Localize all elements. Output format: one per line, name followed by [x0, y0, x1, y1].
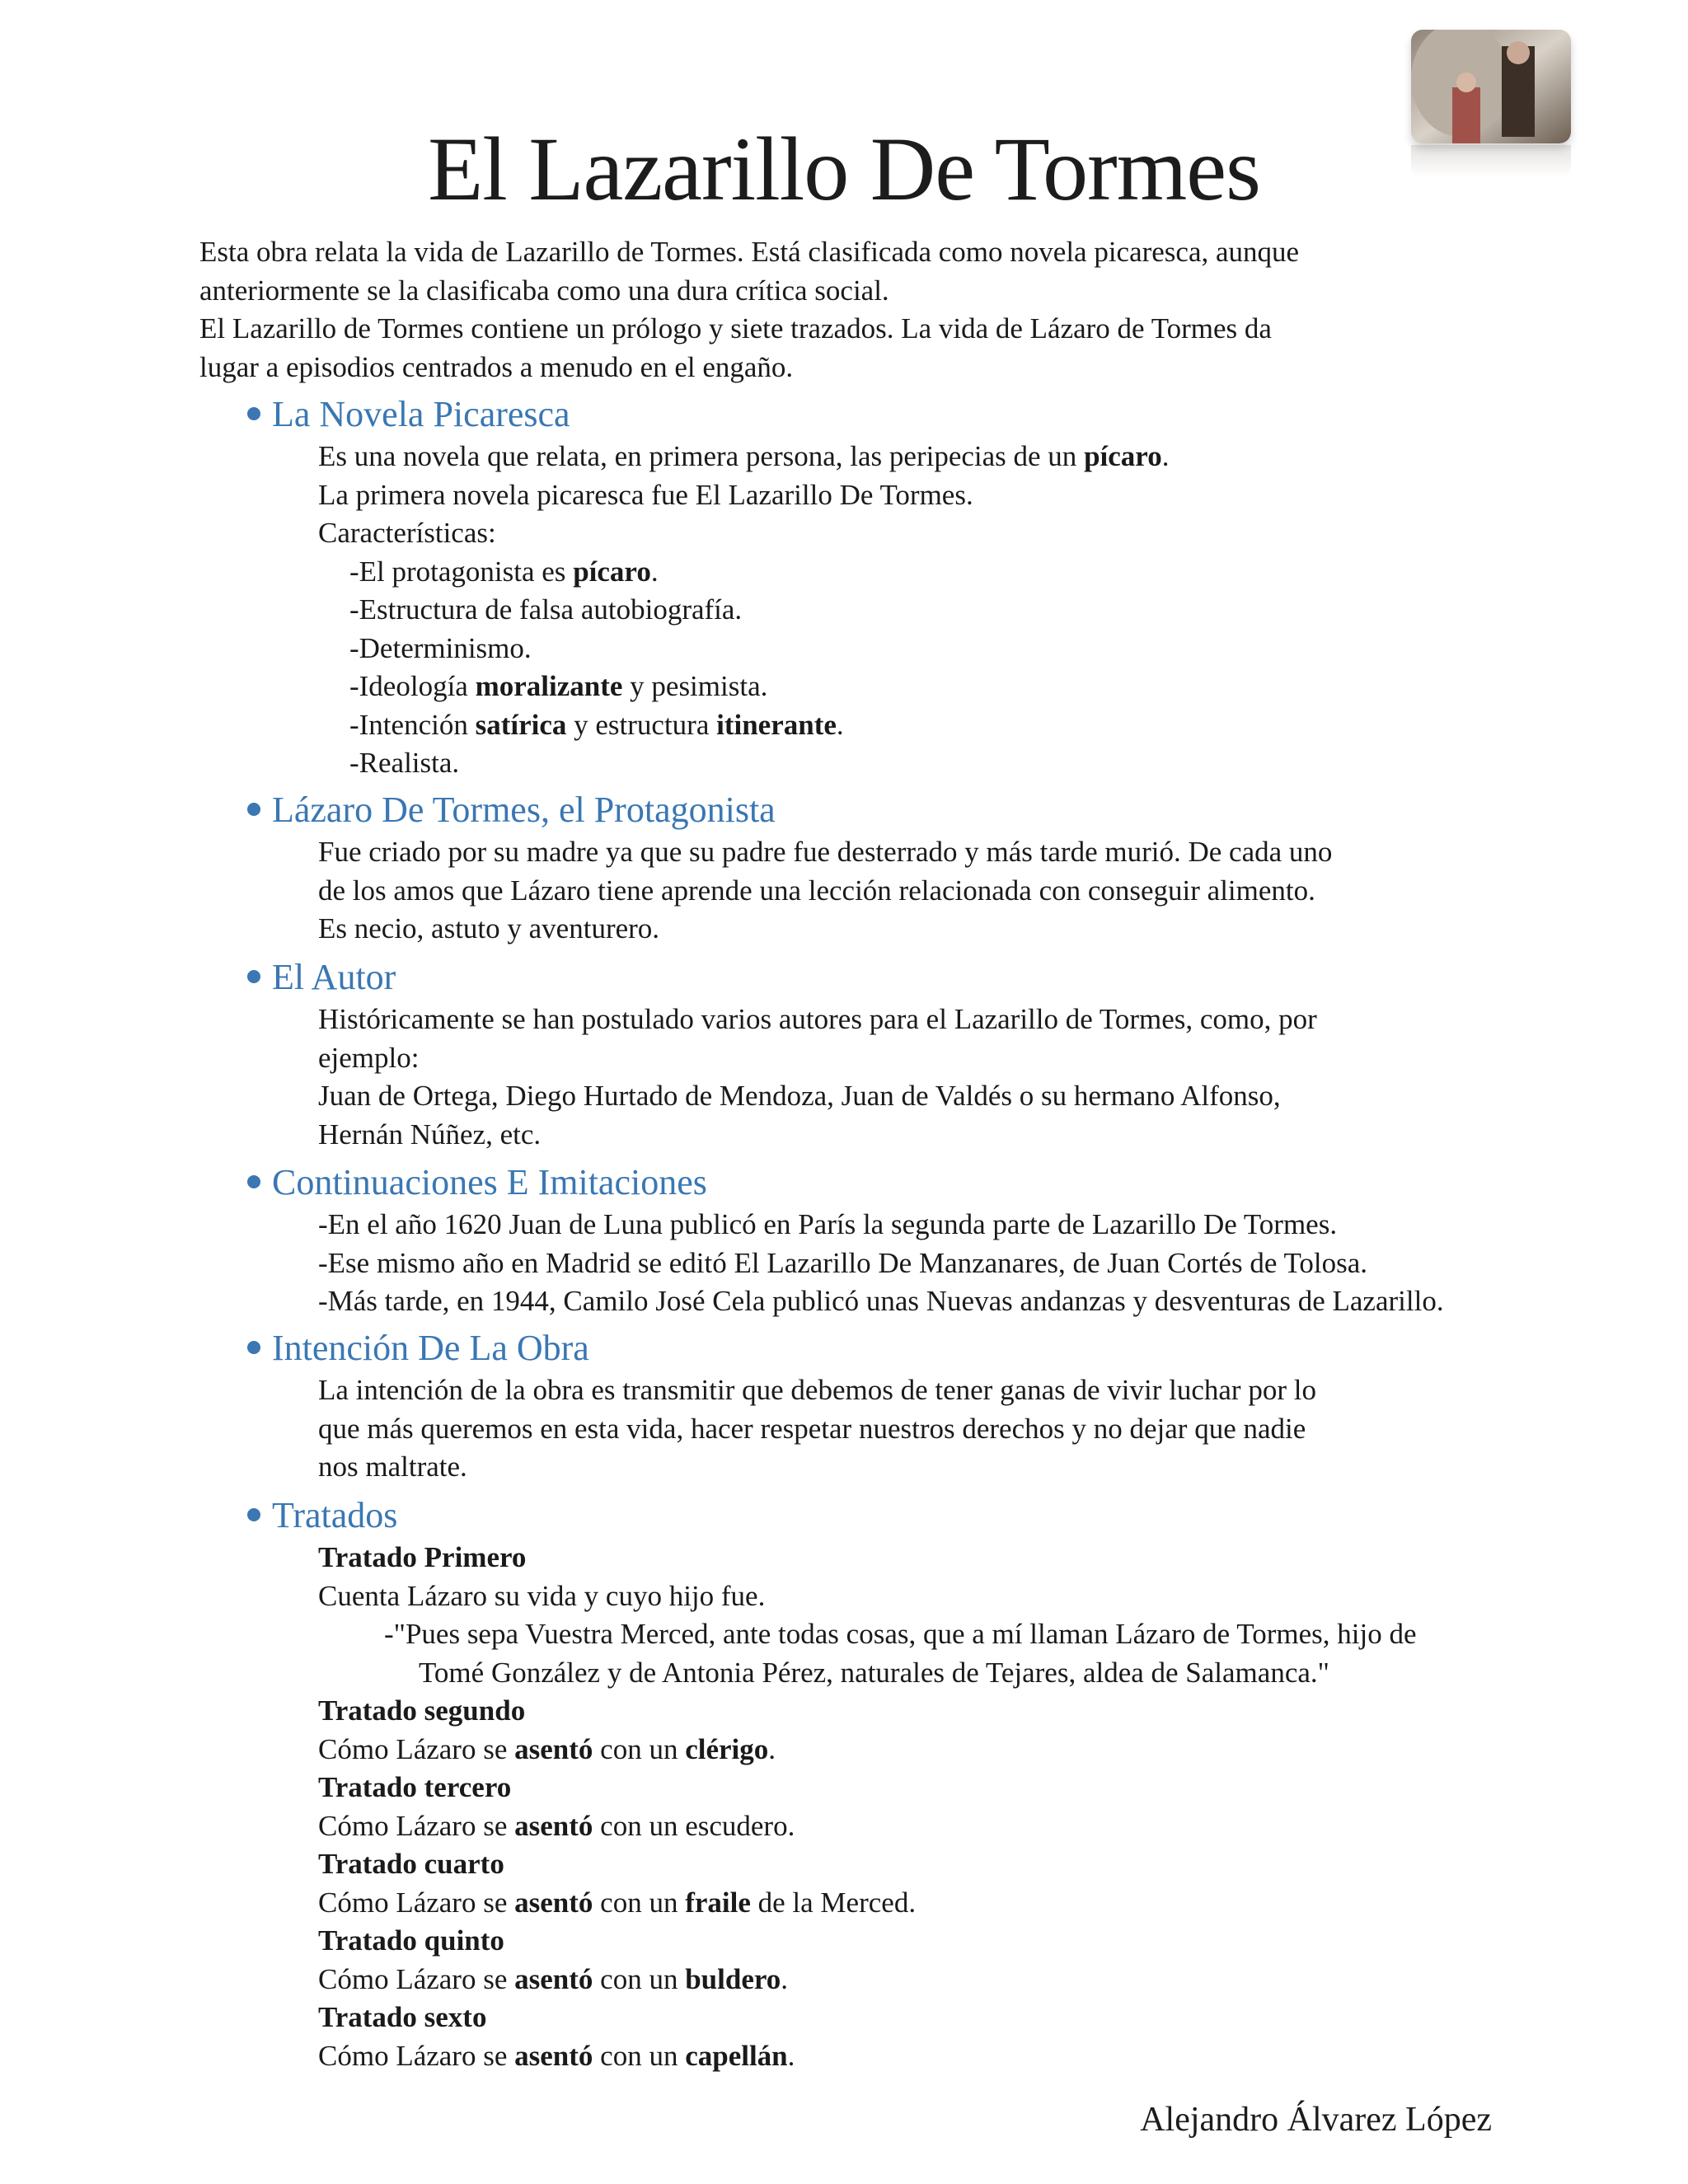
body-line: La intención de la obra es transmitir que debemos de tener ganas de vivir luchar por lo: [318, 1374, 1316, 1406]
intro-line: El Lazarillo de Tormes contiene un prólogo y siete trazados. La vida de Lázaro de Tormes da: [199, 312, 1272, 344]
characteristic-item: -Realista.: [349, 747, 460, 779]
bold-text: asentó: [514, 1886, 593, 1919]
text: Es una novela que relata, en primera persona, las peripecias de un: [318, 440, 1085, 472]
tratado-text: [318, 1884, 1648, 1923]
intro-line: anteriormente se la clasificaba como una dura crítica social.: [199, 274, 889, 307]
bold-text: itinerante: [716, 708, 837, 741]
body-line: -Más tarde, en 1944, Camilo José Cela publicó unas Nuevas andanzas y desventuras de Lazarillo.: [318, 1285, 1444, 1317]
heading-text: Lázaro De Tormes, el Protagonista: [272, 789, 776, 830]
section-body: [318, 1371, 1648, 1487]
bold-text: pícaro: [1084, 440, 1162, 472]
bullet-icon: [247, 803, 260, 816]
text: con un: [593, 1809, 686, 1842]
quote-line: Tomé González y de Antonia Pérez, naturales de Tejares, aldea de Salamanca.": [419, 1656, 1329, 1689]
tratado-text: Cuenta Lázaro su vida y cuyo hijo fue.: [318, 1579, 766, 1612]
bold-text: fraile: [685, 1886, 751, 1919]
bullet-icon: [247, 1175, 260, 1188]
section-body: [318, 833, 1648, 949]
bold-text: asentó: [514, 2039, 593, 2072]
text: Cómo Lázaro se: [318, 1809, 515, 1842]
section-protagonista: [247, 787, 1648, 949]
bold-text: asentó: [514, 1809, 593, 1842]
text: con un: [593, 1732, 686, 1765]
body-line: que más queremos en esta vida, hacer respetar nuestros derechos y no dejar que nadie: [318, 1412, 1306, 1445]
section-body: [318, 1206, 1648, 1321]
text: -Intención: [349, 708, 476, 741]
tratado-title: Tratado segundo: [318, 1694, 526, 1727]
bold-text: clérigo: [685, 1732, 769, 1765]
tratado-text: [318, 2037, 1648, 2076]
body-line: Hernán Núñez, etc.: [318, 1118, 542, 1151]
bullet-icon: [247, 970, 260, 983]
body-line: La primera novela picaresca fue El Lazarillo De Tormes.: [318, 478, 973, 511]
body-line: Fue criado por su madre ya que su padre fue desterrado y más tarde murió. De cada uno: [318, 836, 1333, 868]
section-heading: [247, 1325, 1648, 1370]
text: .: [836, 708, 844, 741]
body-line: ejemplo:: [318, 1041, 420, 1074]
body-line: -En el año 1620 Juan de Luna publicó en París la segunda parte de Lazarillo De Tormes.: [318, 1208, 1338, 1240]
text: .: [781, 1962, 789, 1995]
tratado-text: [318, 1807, 1648, 1846]
section-heading: [247, 787, 1648, 832]
bullet-icon: [247, 1508, 260, 1521]
text: .: [1161, 440, 1170, 472]
tratado-text: [318, 1961, 1648, 1999]
text: de la Merced.: [750, 1886, 917, 1919]
bold-text: pícaro: [573, 555, 651, 588]
text: .: [787, 1809, 795, 1842]
body-line: Características:: [318, 517, 496, 549]
bold-text: asentó: [514, 1732, 593, 1765]
section-heading: [247, 1493, 1648, 1537]
tratado-title: Tratado sexto: [318, 2001, 487, 2033]
heading-text: Continuaciones E Imitaciones: [272, 1161, 707, 1202]
body-line: -Ese mismo año en Madrid se editó El Lazarillo De Manzanares, de Juan Cortés de Tolosa.: [318, 1246, 1368, 1279]
bullet-icon: [247, 407, 260, 420]
section-body: [318, 438, 1648, 783]
heading-text: Tratados: [272, 1494, 398, 1535]
characteristic-item: [318, 668, 1648, 706]
text: .: [787, 2039, 795, 2072]
characteristic-item: [318, 706, 1648, 745]
body-line: nos maltrate.: [318, 1451, 467, 1483]
tratado-title: Tratado cuarto: [318, 1848, 504, 1880]
text: Cómo Lázaro se: [318, 2039, 515, 2072]
body-line: Históricamente se han postulado varios autores para el Lazarillo de Tormes, como, por: [318, 1003, 1317, 1035]
intro-line: lugar a episodios centrados a menudo en el engaño.: [199, 350, 794, 383]
heading-text: Intención De La Obra: [272, 1327, 589, 1368]
text: Cómo Lázaro se: [318, 1886, 515, 1919]
text: y estructura: [566, 708, 717, 741]
text: con un: [593, 1962, 686, 1995]
bold-text: asentó: [514, 1962, 593, 1995]
text: escudero: [685, 1809, 788, 1842]
text: Cómo Lázaro se: [318, 1962, 515, 1995]
section-picaresca: [247, 391, 1648, 783]
section-tratados: [247, 1493, 1648, 2075]
section-body: [318, 1539, 1648, 2075]
section-continuaciones: [247, 1160, 1648, 1321]
section-autor: [247, 954, 1648, 1154]
tratado-title: Tratado quinto: [318, 1924, 504, 1957]
bold-text: capellán: [685, 2039, 788, 2072]
author-signature: Alejandro Álvarez López: [1140, 2101, 1492, 2139]
characteristic-item: [318, 553, 1648, 592]
body-line: de los amos que Lázaro tiene aprende una lección relacionada con conseguir alimento.: [318, 874, 1315, 907]
bold-text: buldero: [685, 1962, 781, 1995]
text: -Ideología: [349, 670, 476, 702]
section-heading: [247, 954, 1648, 999]
tratado-title: Tratado tercero: [318, 1771, 512, 1803]
page-title: El Lazarillo De Tormes: [428, 119, 1260, 219]
text: .: [650, 555, 659, 588]
section-heading: [247, 391, 1648, 436]
quote-line: -"Pues sepa Vuestra Merced, ante todas cosas, que a mí llaman Lázaro de Tormes, hijo de: [384, 1618, 1417, 1650]
bullet-icon: [247, 1341, 260, 1354]
text: con un: [593, 1886, 686, 1919]
text: y pesimista.: [622, 670, 768, 702]
section-body: [318, 1001, 1648, 1154]
intro-line: Esta obra relata la vida de Lazarillo de Tormes. Está clasificada como novela picaresca, aunque: [199, 236, 1300, 268]
bold-text: moralizante: [475, 670, 623, 702]
body-line: Juan de Ortega, Diego Hurtado de Mendoza, Juan de Valdés o su hermano Alfonso,: [318, 1080, 1281, 1112]
bold-text: satírica: [475, 708, 567, 741]
heading-text: La Novela Picaresca: [272, 393, 570, 434]
text: Cómo Lázaro se: [318, 1732, 515, 1765]
heading-text: El Autor: [272, 956, 396, 997]
characteristic-item: -Determinismo.: [349, 631, 532, 664]
tratado-title: Tratado Primero: [318, 1541, 527, 1573]
section-heading: [247, 1160, 1648, 1204]
section-intencion: [247, 1325, 1648, 1487]
body-line: Es necio, astuto y aventurero.: [318, 912, 660, 944]
body-line: [318, 438, 1648, 476]
characteristic-item: -Estructura de falsa autobiografía.: [349, 593, 743, 626]
text: -El protagonista es: [349, 555, 574, 588]
text: .: [768, 1732, 776, 1765]
intro-paragraph: [199, 233, 1469, 387]
text: con un: [593, 2039, 686, 2072]
tratado-text: [318, 1731, 1648, 1769]
